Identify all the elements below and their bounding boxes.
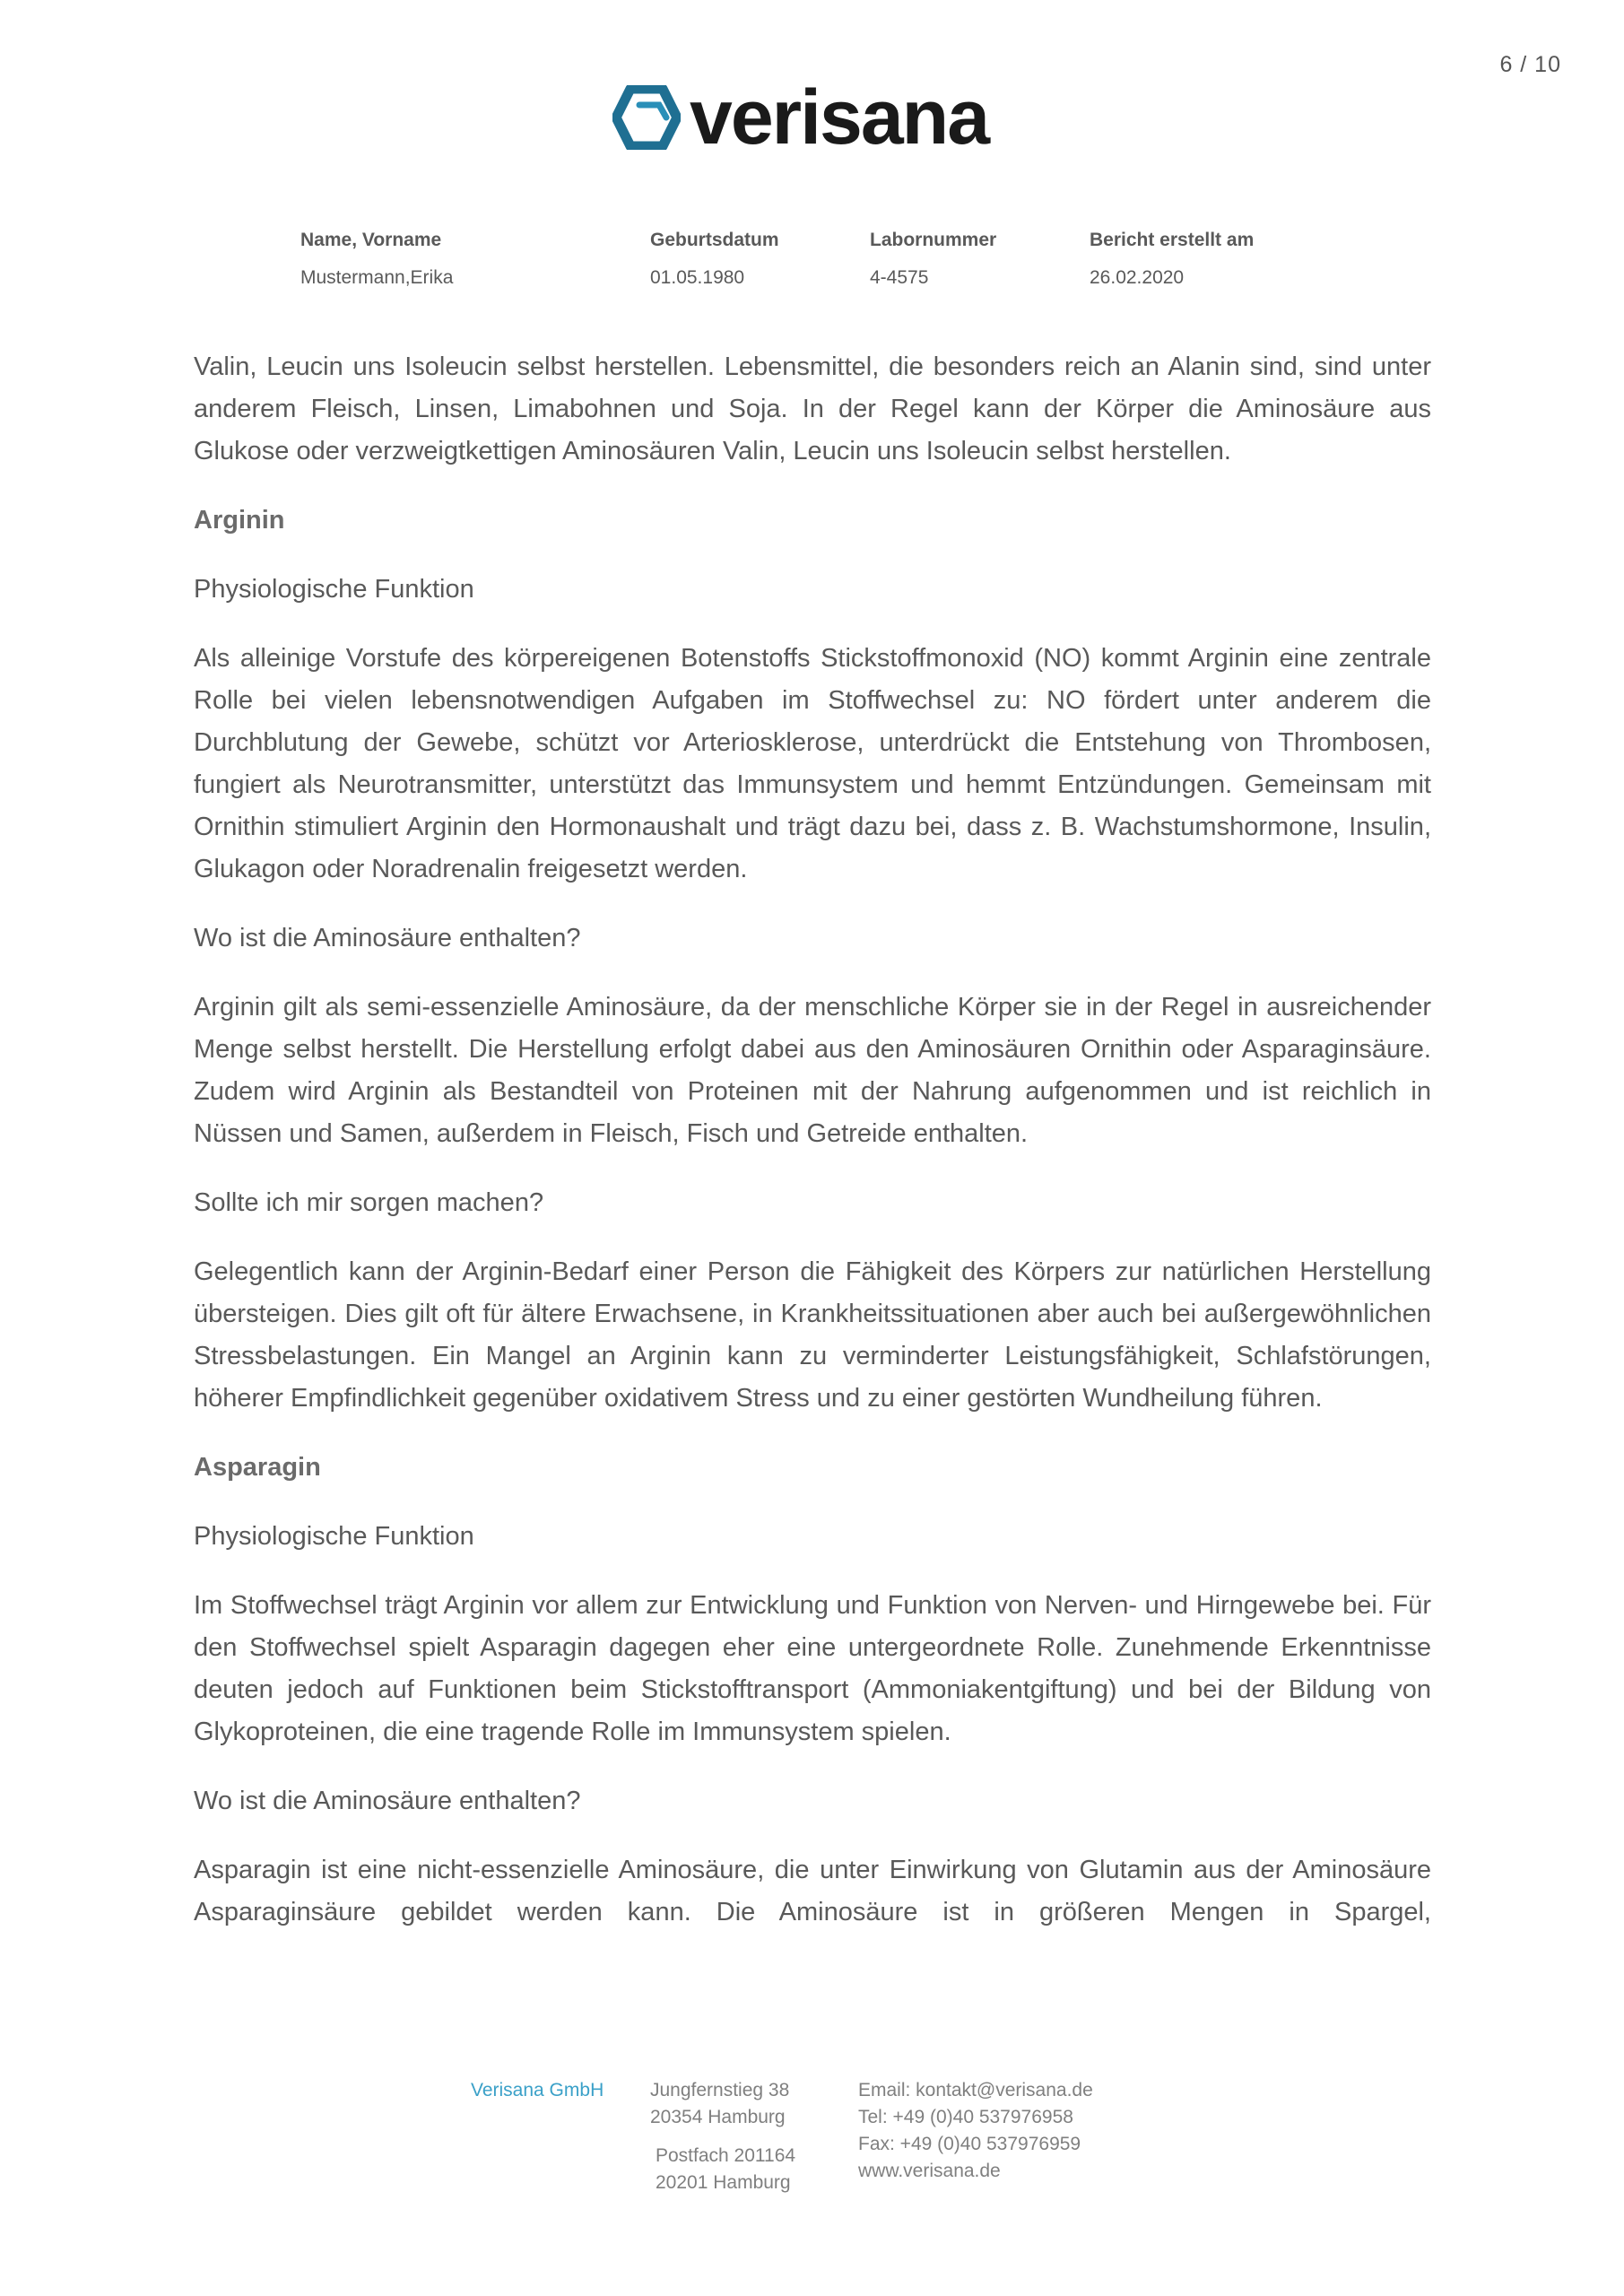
page-number: 6 / 10 (1499, 52, 1561, 77)
footer-postbox-city: 20201 Hamburg (656, 2172, 791, 2193)
header-value-birthdate: 01.05.1980 (650, 267, 745, 288)
paragraph-sources: Arginin gilt als semi-essenzielle Aminosäure, da der menschliche Körper sie in der Regel in ausreichender Menge selbst herstellt. Die Herstellung erfolgt dabei aus den Aminosäuren Ornithin oder Asparaginsäure. Zudem wird Arginin als Bestandteil von Proteinen mit der Nahrung aufgenommen und ist reichlich in Nüssen und Samen, außerdem in Fleisch, Fisch und Getreide enthalten. (194, 993, 1431, 1148)
hexagon-logo-icon (612, 85, 681, 150)
header-value-report-date: 26.02.2020 (1090, 267, 1185, 288)
footer-website[interactable]: www.verisana.de (858, 2161, 1001, 2181)
document-body (194, 346, 1431, 1961)
header-label-lab-number: Labornummer (870, 230, 997, 250)
subheading-sources: Wo ist die Aminosäure enthalten? (194, 1787, 581, 1815)
footer-city: 20354 Hamburg (650, 2107, 786, 2127)
paragraph-concern: Gelegentlich kann der Arginin-Bedarf einer Person die Fähigkeit des Körpers zur natürlichen Herstellung übersteigen. Dies gilt oft für ältere Erwachsene, in Krankheitssituationen aber auch bei außergewöhnlichen Stressbelastungen. Ein Mangel an Arginin kann zu verminderter Leistungsfähigkeit, Schlafstörungen, höherer Empfindlichkeit gegenüber oxidativem Stress und zu einer gestörten Wundheilung führen. (194, 1257, 1431, 1413)
paragraph-sources: Asparagin ist eine nicht-essenzielle Aminosäure, die unter Einwirkung von Glutamin aus der Aminosäure Asparaginsäure gebildet werden kann. Die Aminosäure ist in größeren Mengen in Spargel, (194, 1856, 1431, 1926)
subheading-concern: Sollte ich mir sorgen machen? (194, 1188, 544, 1217)
footer-postbox-number: Postfach 201164 (656, 2145, 796, 2166)
header-label-birthdate: Geburtsdatum (650, 230, 779, 250)
header-value-name: Mustermann,Erika (300, 267, 454, 288)
paragraph-function: Als alleinige Vorstufe des körpereigenen Botenstoffs Stickstoffmonoxid (NO) kommt Arginin eine zentrale Rolle bei vielen lebensnotwendigen Aufgaben im Stoffwechsel zu: NO fördert unter anderem die Durchblutung der Gewebe, schützt vor Arteriosklerose, unterdrückt die Entstehung von Thrombosen, fungiert als Neurotransmitter, unterstützt das Immunsystem und hemmt Entzündungen. Gemeinsam mit Ornithin stimuliert Arginin den Hormonaushalt und trägt dazu bei, dass z. B. Wachstumshormone, Insulin, Glukagon oder Noradrenalin freigesetzt werden. (194, 644, 1431, 883)
header-label-report-date: Bericht erstellt am (1090, 230, 1255, 250)
footer-fax: Fax: +49 (0)40 537976959 (858, 2134, 1081, 2154)
paragraph-function: Im Stoffwechsel trägt Arginin vor allem zur Entwicklung und Funktion von Nerven- und Hirngewebe bei. Für den Stoffwechsel spielt Asparagin dagegen eher eine untergeordnete Rolle. Zunehmende Erkenntnisse deuten jedoch auf Funktionen beim Stickstofftransport (Ammoniakentgiftung) und bei der Bildung von Glykoproteinen, die eine tragende Rolle im Immunsystem spielen. (194, 1591, 1431, 1746)
footer-phone: Tel: +49 (0)40 537976958 (858, 2107, 1073, 2127)
subheading-function: Physiologische Funktion (194, 1522, 474, 1551)
footer-contact (858, 2077, 1093, 2185)
section-title-arginin: Arginin (194, 506, 285, 535)
header-label-name: Name, Vorname (300, 230, 442, 250)
intro-paragraph: Valin, Leucin uns Isoleucin selbst herstellen. Lebensmittel, die besonders reich an Alanin sind, sind unter anderem Fleisch, Linsen, Limabohnen und Soja. In der Regel kann der Körper die Aminosäure aus Glukose oder verzweigtkettigen Aminosäuren Valin, Leucin uns Isoleucin selbst herstellen. (194, 352, 1431, 465)
verisana-logo (612, 74, 989, 161)
subheading-function: Physiologische Funktion (194, 575, 474, 604)
logo-text: verisana (690, 74, 989, 161)
header-value-lab-number: 4-4575 (870, 267, 929, 288)
footer-email[interactable]: Email: kontakt@verisana.de (858, 2080, 1093, 2100)
section-title-asparagin: Asparagin (194, 1453, 321, 1482)
footer-street: Jungfernstieg 38 (650, 2080, 790, 2100)
footer-postbox (656, 2143, 795, 2196)
subheading-sources: Wo ist die Aminosäure enthalten? (194, 924, 581, 952)
footer-company: Verisana GmbH (471, 2080, 604, 2100)
footer-address (650, 2077, 789, 2131)
